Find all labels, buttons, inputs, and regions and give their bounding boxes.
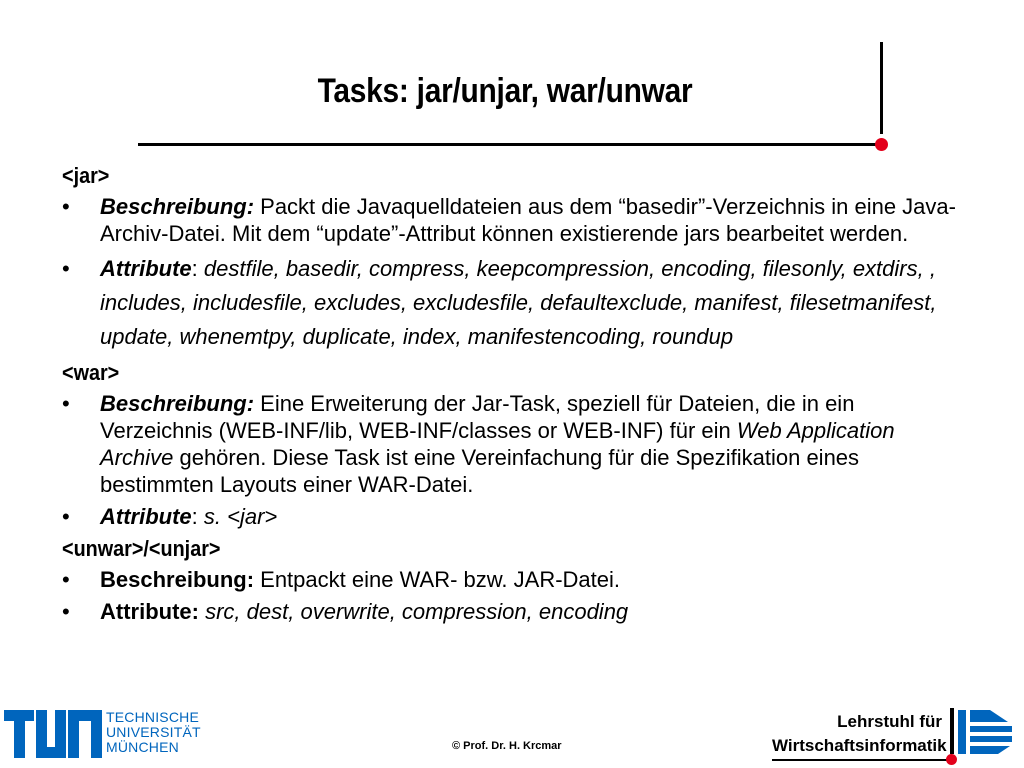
bullet: • (62, 391, 70, 416)
bullet: • (62, 567, 70, 592)
tum-logo-icon (4, 708, 102, 760)
list-item-jar-description (62, 193, 962, 247)
tum-line-2: UNIVERSITÄT (106, 724, 201, 740)
copyright-text: © Prof. Dr. H. Krcmar (452, 740, 562, 752)
slide-title: Tasks: jar/unjar, war/unwar (317, 72, 693, 110)
chair-wordmark (772, 710, 947, 758)
bullet: • (62, 256, 70, 281)
attribute-text: src, dest, overwrite, compression, encoding (198, 599, 629, 624)
bullet: • (62, 599, 70, 624)
section-heading-war: <war> (62, 360, 120, 385)
list-item-war-description (62, 390, 962, 498)
attribute-label: Attribute: (100, 599, 199, 624)
attribute-label: Attribute (100, 504, 192, 529)
tum-line-1: TECHNISCHE (106, 709, 200, 725)
title-horizontal-rule (138, 143, 880, 146)
chair-logo-icon (950, 708, 1016, 758)
description-text: Packt die Javaquelldateien aus dem “basedir”-Verzeichnis in eine Java-Archiv-Datei. Mit dem “update”-Attribut können existierende jars bearbeitet werden. (100, 194, 956, 246)
title-red-dot (875, 138, 888, 151)
description-text: Entpackt eine WAR- bzw. JAR-Datei. (254, 567, 621, 592)
list-item-unwar-description (62, 566, 962, 593)
description-text: Eine Erweiterung der Jar-Task, speziell für Dateien, die in ein Verzeichnis (WEB-INF/lib, WEB-INF/classes or WEB-INF) für ein (100, 391, 855, 443)
list-item-war-attributes (62, 503, 962, 530)
description-label: Beschreibung: (100, 194, 255, 219)
attribute-text: s. <jar> (203, 504, 278, 529)
bullet: • (62, 194, 70, 219)
bullet: • (62, 504, 70, 529)
description-label: Beschreibung: (100, 391, 255, 416)
attribute-text: destfile, basedir, compress, keepcompression, encoding, filesonly, extdirs, , includes, includesfile, excludes, excludesfile, defaultexclude, manifest, filesetmanifest, update, whenemtpy, duplicate, index, manifestencoding, roundup (100, 256, 937, 349)
chair-underline (772, 759, 950, 761)
section-heading-unwar: <unwar>/<unjar> (62, 536, 221, 561)
attribute-separator: : (191, 504, 204, 529)
description-text: gehören. Diese Task ist eine Vereinfachung für die Spezifikation eines bestimmten Layouts einer WAR-Datei. (100, 445, 860, 497)
tum-line-3: MÜNCHEN (106, 739, 179, 755)
list-item-unwar-attributes (62, 598, 962, 625)
section-heading-jar: <jar> (62, 163, 110, 188)
list-item-jar-attributes (62, 252, 962, 354)
description-italic: Web Application Archive (100, 418, 895, 470)
slide-content (62, 162, 962, 630)
tum-wordmark (106, 710, 201, 755)
title-vertical-rule (880, 42, 883, 134)
attribute-separator: : (191, 256, 204, 281)
description-label: Beschreibung: (100, 567, 255, 592)
chair-line-2: Wirtschaftsinformatik (772, 736, 947, 755)
attribute-label: Attribute (100, 256, 192, 281)
chair-line-1: Lehrstuhl für (837, 712, 942, 731)
